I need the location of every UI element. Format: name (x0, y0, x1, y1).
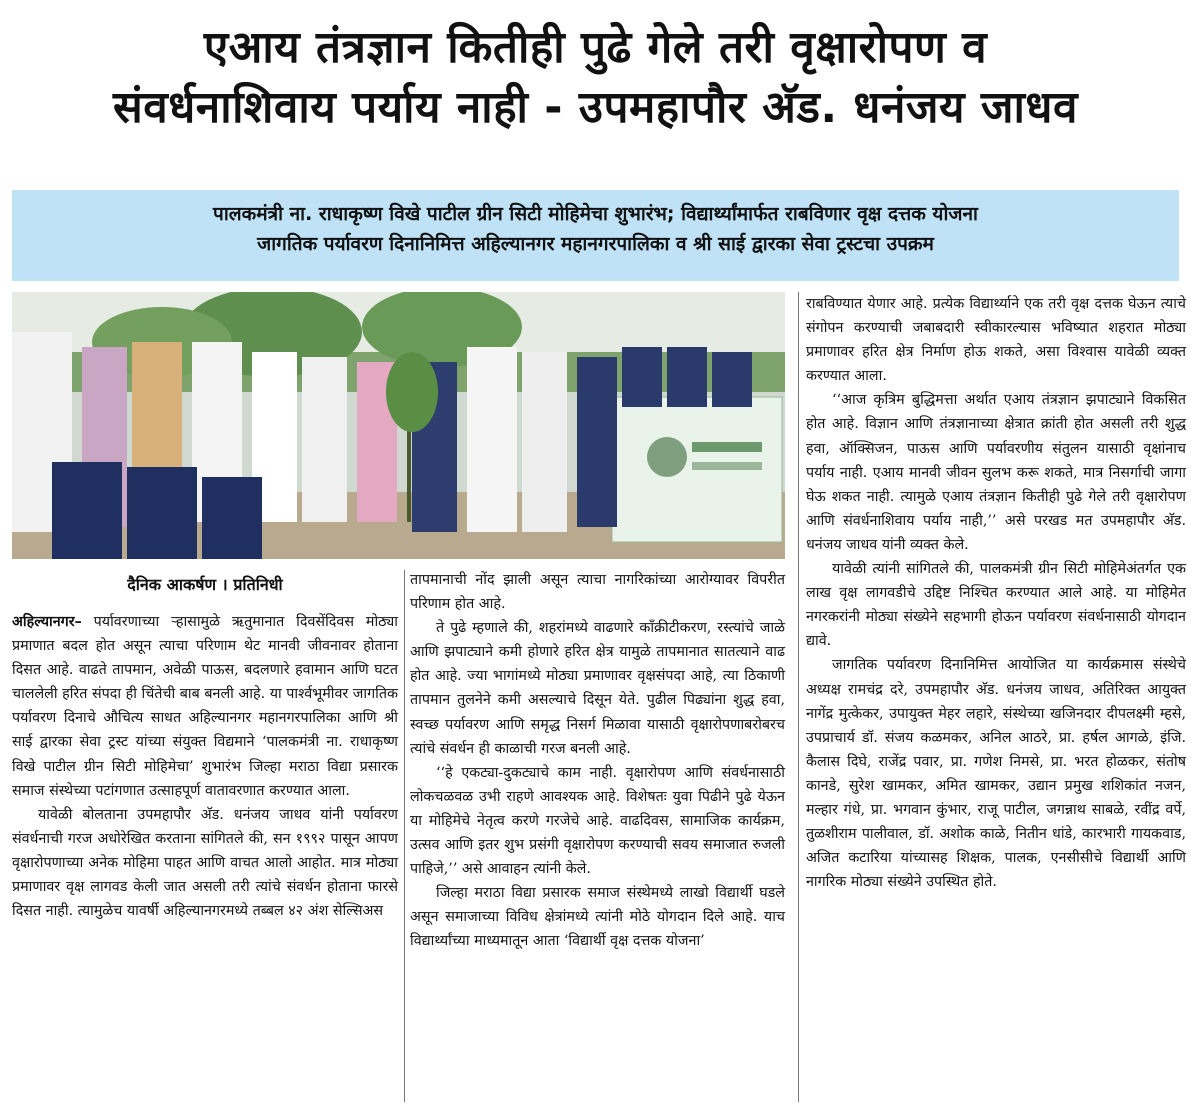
paragraph-1 (12, 610, 398, 803)
subheadline-line-1: पालकमंत्री ना. राधाकृष्ण विखे पाटील ग्रीन सिटी मोहिमेचा शुभारंभ; विद्यार्थ्यांमार्फत राबविणार वृक्ष दत्तक योजना (213, 203, 978, 225)
paragraph-9: यावेळी त्यांनी सांगितले की, पालकमंत्री ग्रीन सिटी मोहिमेअंतर्गत एक लाख वृक्ष लागवडीचे उद्दिष्ट निश्चित करण्यात आले आहे. या मोहिमेत नगरकरांनी मोठ्या संख्येने सहभागी होऊन पर्यावरण संवर्धनासाठी योगदान द्यावे. (806, 561, 1186, 650)
headline-line-1: एआय तंत्रज्ञान कितीही पुढे गेले तरी वृक्षारोपण व (203, 22, 988, 73)
subheadline-line-2: जागतिक पर्यावरण दिनानिमित्त अहिल्यानगर महानगरपालिका व श्री साई द्वारका सेवा ट्रस्टचा उपक्रम (257, 233, 934, 256)
column-divider-2 (798, 292, 799, 1102)
dateline: अहिल्यानगर– (12, 614, 82, 630)
paragraph-10: जागतिक पर्यावरण दिनानिमित्त आयोजित या कार्यक्रमास संस्थेचे अध्यक्ष रामचंद्र दरे, उपमहापौर अ‍ॅड. धनंजय जाधव, अतिरिक्त आयुक्त नागेंद्र मुत्केकर, उपायुक्त मेहर लहारे, संस्थेच्या खजिनदार दीपलक्ष्मी म्हसे, उपप्राचार्य डॉ. संजय कळमकर, अनिल आठरे, प्रा. हर्षल आगळे, इंजि. कैलास दिघे, राजेंद्र पवार, प्रा. गणेश निमसे, प्रा. भरत होळकर, संतोष कानडे, सुरेश खामकर, अमित खामकर, उद्यान प्रमुख शशिकांत नजन, मल्हार गंधे, प्रा. भगवान कुंभार, राजू पाटील, जगन्नाथ साबळे, रवींद्र वर्पे, तुळशीराम पालीवाल, डॉ. अशोक काळे, नितीन धांडे, कारभारी गायकवाड, अजित कटारिया यांच्यासह शिक्षक, पालक, एनसीसीचे विद्यार्थी आणि नागरिक मोठ्या संख्येने उपस्थित होते. (806, 657, 1186, 891)
paragraph-3: तापमानाची नोंद झाली असून त्याचा नागरिकांच्या आरोग्यावर विपरीत परिणाम होत आहे. (410, 572, 785, 613)
paragraph-1-text: पर्यावरणाच्या ऱ्हासामुळे ऋतुमानात दिवसेंदिवस मोठ्या प्रमाणात बदल होत असून त्याचा परिणाम थेट मानवी जीवनावर होताना दिसत आहे. वाढते तापमान, अवेळी पाऊस, बदलणारे हवामान आणि घटत चाललेली हरित संपदा ही चिंतेची बाब बनली आहे. या पार्श्वभूमीवर जागतिक पर्यावरण दिनाचे औचित्य साधत अहिल्यानगर महानगरपालिका आणि श्री साई द्वारका सेवा ट्रस्ट यांच्या संयुक्त विद्यमाने ‘पालकमंत्री ना. राधाकृष्ण विखे पाटील ग्रीन सिटी मोहिमेचा’ शुभारंभ जिल्हा मराठा विद्या प्रसारक समाज संस्थेच्या पटांगणात उत्साहपूर्ण वातावरणात करण्यात आला. (12, 614, 398, 799)
headline (0, 18, 1191, 138)
article-column-3 (806, 292, 1186, 894)
column-divider-1 (404, 570, 405, 1102)
paragraph-4: ते पुढे म्हणाले की, शहरांमध्ये वाढणारे काँक्रीटीकरण, रस्त्यांचे जाळे आणि झपाट्याने कमी होणारे हरित क्षेत्र यामुळे तापमानात सातत्याने वाढ होत आहे. ज्या भागांमध्ये मोठ्या प्रमाणावर वृक्षसंपदा आहे, त्या ठिकाणी तापमान तुलनेने कमी असल्याचे दिसून येते. पुढील पिढ्यांना शुद्ध हवा, स्वच्छ पर्यावरण आणि समृद्ध निसर्ग मिळावा यासाठी वृक्षारोपणाबरोबरच त्यांचे संवर्धन ही काळाची गरज बनली आहे. (410, 620, 785, 757)
article-column-2 (410, 568, 785, 954)
paragraph-8: ‘‘आज कृत्रिम बुद्धिमत्ता अर्थात एआय तंत्रज्ञान झपाट्याने विकसित होत आहे. विज्ञान आणि तंत्रज्ञानाच्या क्षेत्रात क्रांती होत असली तरी शुद्ध हवा, ऑक्सिजन, पाऊस आणि पर्यावरणीय संतुलन यासाठी वृक्षांनाच पर्याय नाही. एआय मानवी जीवन सुलभ करू शकते, मात्र निसर्गाची जागा घेऊ शकत नाही. त्यामुळे एआय तंत्रज्ञान कितीही पुढे गेले तरी वृक्षारोपण आणि संवर्धनाशिवाय पर्याय नाही,’’ असे परखड मत उपमहापौर अ‍ॅड. धनंजय जाधव यांनी व्यक्त केले. (806, 392, 1186, 553)
tree-plantation-photo (12, 292, 785, 559)
paragraph-2: यावेळी बोलताना उपमहापौर अ‍ॅड. धनंजय जाधव यांनी पर्यावरण संवर्धनाची गरज अधोरेखित करताना सांगितले की, सन १९९२ पासून आपण वृक्षारोपणाच्या अनेक मोहिमा पाहत आणि वाचत आलो आहोत. मात्र मोठ्या प्रमाणावर वृक्ष लागवड केली जात असली तरी त्यांचे संवर्धन होताना फारसे दिसत नाही. त्यामुळेच यावर्षी अहिल्यानगरमध्ये तब्बल ४२ अंश सेल्सिअस (12, 806, 398, 920)
paragraph-5: ‘‘हे एकट्या-दुकट्याचे काम नाही. वृक्षारोपण आणि संवर्धनासाठी लोकचळवळ उभी राहणे आवश्यक आहे. विशेषतः युवा पिढीने पुढे येऊन या मोहिमेचे नेतृत्व करणे गरजेचे आहे. वाढदिवस, सामाजिक कार्यक्रम, उत्सव आणि इतर शुभ प्रसंगी वृक्षारोपण करण्याची सवय समाजात रुजली पाहिजे,’’ असे आवाहन त्यांनी केले. (410, 764, 785, 878)
byline: दैनिक आकर्षण । प्रतिनिधी (127, 575, 283, 594)
headline-line-2: संवर्धनाशिवाय पर्याय नाही - उपमहापौर अ‍ॅड. धनंजय जाधव (113, 81, 1078, 133)
event-photo (12, 292, 785, 559)
paragraph-7: राबविण्यात येणार आहे. प्रत्येक विद्यार्थ्याने एक तरी वृक्ष दत्तक घेऊन त्याचे संगोपन करण्याची जबाबदारी स्वीकारल्यास भविष्यात शहरात मोठ्या प्रमाणावर हरित क्षेत्र निर्माण होऊ शकते, असा विश्वास यावेळी व्यक्त करण्यात आला. (806, 296, 1186, 385)
paragraph-6: जिल्हा मराठा विद्या प्रसारक समाज संस्थेमध्ये लाखो विद्यार्थी घडले असून समाजाच्या विविध क्षेत्रांमध्ये त्यांनी मोठे योगदान दिले आहे. याच विद्यार्थ्यांच्या माध्यमातून आता ‘विद्यार्थी वृक्ष दत्तक योजना’ (410, 885, 785, 950)
subheadline-box (12, 190, 1179, 281)
article-column-1 (12, 610, 398, 923)
